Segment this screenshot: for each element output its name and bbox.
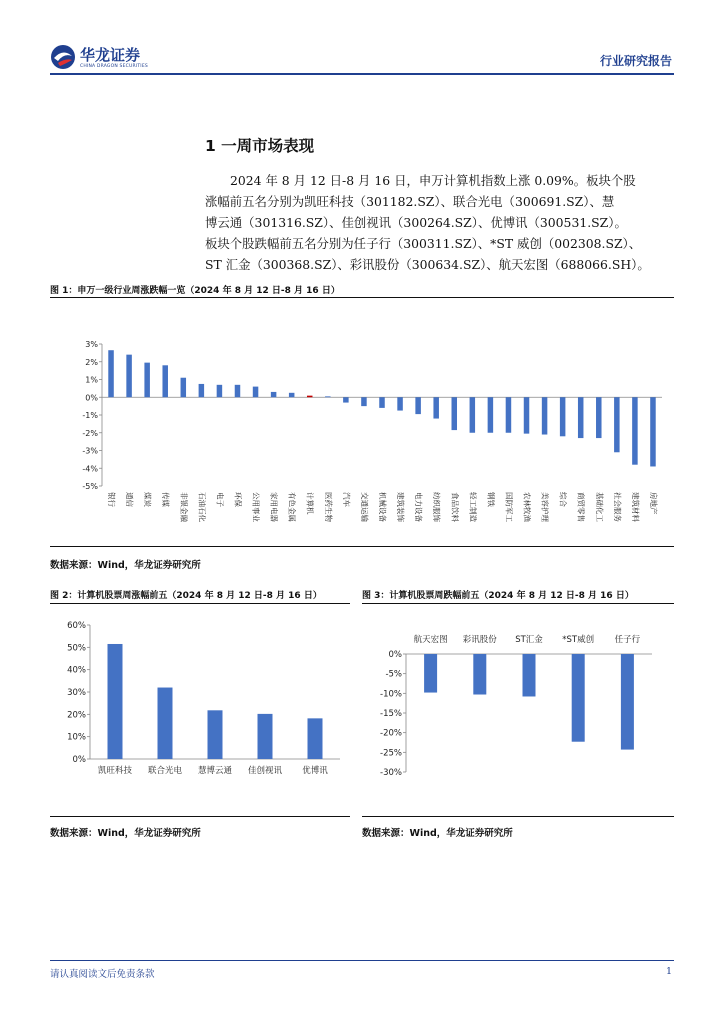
- x-tick-label: 慧博云通: [197, 766, 233, 776]
- page-number: 1: [665, 966, 672, 977]
- x-tick-label: 建筑装饰: [396, 492, 406, 522]
- y-tick-label: -5%: [82, 482, 98, 491]
- bar: [632, 397, 638, 464]
- figure2-source: 数据来源：Wind，华龙证券研究所: [50, 828, 201, 839]
- x-tick-label: 汽车: [341, 492, 351, 507]
- x-tick-label: 石油石化: [197, 492, 207, 522]
- paragraph-line: 博云通（301316.SZ）、佳创视讯（300264.SZ）、优博讯（300531.SZ）。: [205, 215, 627, 230]
- figure2-bottom-rule: [50, 816, 350, 817]
- x-tick-label: 机械设备: [378, 492, 387, 522]
- paragraph-line: 涨幅前五名分别为凯旺科技（301182.SZ）、联合光电（300691.SZ）、慧: [205, 194, 615, 209]
- figure3-chart: [362, 605, 674, 815]
- x-tick-label: 非银金融: [179, 492, 189, 522]
- x-tick-label: 基础化工: [594, 492, 604, 522]
- bar: [614, 397, 620, 452]
- bar: [397, 397, 403, 410]
- report-type: 行业研究报告: [599, 54, 672, 68]
- body-paragraph: [205, 170, 675, 275]
- x-tick-label: 电子: [215, 492, 225, 507]
- y-tick-label: -30%: [380, 768, 402, 778]
- x-tick-label: 任子行: [614, 635, 641, 645]
- y-tick-label: -2%: [82, 428, 98, 438]
- bar: [596, 397, 602, 438]
- figure1-top-rule: [50, 297, 674, 298]
- x-tick-label: 房地产: [648, 492, 658, 515]
- logo-emblem-icon: [50, 44, 76, 70]
- y-tick-label: 1%: [85, 375, 98, 385]
- x-tick-label: 食品饮料: [450, 492, 460, 522]
- x-tick-label: 农林牧渔: [522, 492, 532, 522]
- bar: [217, 385, 223, 397]
- y-tick-label: -3%: [82, 446, 98, 456]
- x-tick-label: 环保: [233, 492, 243, 507]
- bar: [473, 654, 486, 695]
- bar: [181, 378, 187, 398]
- x-tick-label: 彩讯股份: [462, 635, 497, 645]
- figure1-title: 图 1：申万一级行业周涨跌幅一览（2024 年 8 月 12 日-8 月 16 日）: [50, 286, 340, 296]
- x-tick-label: 交通运输: [359, 492, 369, 522]
- x-tick-label: 电力设备: [414, 492, 424, 522]
- x-tick-label: 佳创视讯: [247, 766, 283, 776]
- x-tick-label: 公用事业: [251, 492, 261, 522]
- y-tick-label: 2%: [85, 357, 98, 367]
- bar: [108, 644, 123, 759]
- y-tick-label: 20%: [67, 710, 86, 721]
- bar: [144, 363, 150, 398]
- paragraph-line: ST 汇金（300368.SZ）、彩讯股份（300634.SZ）、航天宏图（688066.SH）。: [205, 257, 650, 272]
- bar: [126, 355, 132, 398]
- bar: [308, 718, 323, 759]
- x-tick-label: 家用电器: [269, 492, 279, 522]
- y-tick-label: -4%: [82, 464, 98, 474]
- bar: [158, 688, 173, 759]
- bar: [650, 397, 656, 466]
- bar: [162, 365, 168, 397]
- x-tick-label: 国防军工: [504, 492, 514, 522]
- x-tick-label: 美容护理: [540, 492, 550, 522]
- logo-subtitle: CHINA DRAGON SECURITIES: [80, 64, 148, 69]
- y-tick-label: -20%: [380, 728, 402, 739]
- bar: [524, 397, 530, 433]
- bar: [560, 397, 566, 436]
- figure2-top-rule: [50, 603, 350, 604]
- x-tick-label: 传媒: [161, 492, 171, 507]
- y-tick-label: -10%: [380, 689, 402, 700]
- bar: [343, 397, 349, 402]
- bar: [470, 397, 476, 433]
- bar: [621, 654, 634, 750]
- figure1-bottom-rule: [50, 546, 674, 547]
- y-tick-label: -25%: [380, 748, 402, 759]
- x-tick-label: 通信: [125, 492, 135, 507]
- x-tick-label: 钢铁: [486, 492, 496, 507]
- x-tick-label: 航天宏图: [413, 635, 448, 645]
- x-tick-label: 社会服务: [612, 492, 622, 522]
- y-tick-label: 3%: [85, 340, 98, 349]
- bar: [253, 387, 259, 398]
- y-tick-label: 0%: [388, 650, 402, 660]
- y-tick-label: -1%: [82, 411, 98, 420]
- figure3-title: 图 3：计算机股票周跌幅前五（2024 年 8 月 12 日-8 月 16 日）: [362, 591, 634, 601]
- figure1-source: 数据来源：Wind，华龙证券研究所: [50, 560, 201, 571]
- x-tick-label: 煤炭: [143, 492, 153, 507]
- y-tick-label: -5%: [385, 669, 402, 680]
- bar: [361, 397, 367, 406]
- figure3-bottom-rule: [362, 816, 674, 817]
- bar: [433, 397, 439, 418]
- x-tick-label: 综合: [558, 492, 568, 507]
- bar: [578, 397, 584, 438]
- x-tick-label: *ST威创: [562, 635, 595, 645]
- x-tick-label: 建筑材料: [630, 492, 640, 522]
- x-tick-label: 计算机: [305, 492, 315, 515]
- bar: [208, 710, 223, 759]
- logo: [50, 44, 76, 70]
- x-tick-label: 轻工制造: [468, 492, 478, 522]
- x-tick-label: 银行: [107, 492, 117, 507]
- bar: [542, 397, 548, 434]
- bar: [452, 397, 458, 430]
- bar: [415, 397, 421, 414]
- x-tick-label: ST汇金: [515, 635, 543, 645]
- bar: [258, 714, 273, 759]
- header-rule: [50, 73, 674, 75]
- figure3-top-rule: [362, 603, 674, 604]
- bar: [379, 397, 385, 408]
- footer-disclaimer: 请认真阅读文后免责条款: [50, 969, 155, 980]
- y-tick-label: -15%: [380, 709, 402, 719]
- bar: [424, 654, 437, 693]
- figure2-title: 图 2：计算机股票周涨幅前五（2024 年 8 月 12 日-8 月 16 日）: [50, 591, 322, 601]
- x-tick-label: 纺织服饰: [432, 492, 442, 522]
- bar: [572, 654, 585, 742]
- y-tick-label: 30%: [67, 688, 86, 698]
- bar: [506, 397, 512, 433]
- y-tick-label: 10%: [67, 732, 86, 743]
- x-tick-label: 优博讯: [302, 766, 328, 776]
- bar: [108, 350, 114, 397]
- bar: [271, 392, 277, 397]
- paragraph-line: 板块个股跌幅前五名分别为任子行（300311.SZ）、*ST 威创（002308.SZ）、: [205, 236, 642, 251]
- logo-name: 华龙证券: [80, 46, 141, 64]
- bar: [235, 385, 241, 397]
- paragraph-line: 2024 年 8 月 12 日-8 月 16 日，申万计算机指数上涨 0.09%。板块个股: [230, 173, 636, 188]
- x-tick-label: 有色金属: [287, 492, 297, 522]
- bar: [289, 393, 295, 397]
- figure2-chart: [50, 605, 350, 815]
- x-tick-label: 商贸零售: [576, 492, 586, 522]
- bar: [325, 396, 331, 397]
- bar: [523, 654, 536, 696]
- x-tick-label: 联合光电: [147, 766, 183, 776]
- y-tick-label: 50%: [67, 643, 86, 654]
- y-tick-label: 0%: [85, 393, 98, 403]
- figure1-chart: [50, 300, 674, 546]
- footer-rule: [50, 960, 674, 961]
- bar: [199, 384, 205, 397]
- section-title: 1 一周市场表现: [205, 137, 315, 155]
- x-tick-label: 医药生物: [323, 492, 333, 522]
- y-tick-label: 60%: [67, 621, 86, 631]
- bar: [488, 397, 494, 433]
- figure3-source: 数据来源：Wind，华龙证券研究所: [362, 828, 513, 839]
- bar: [307, 396, 313, 398]
- y-tick-label: 40%: [67, 665, 86, 676]
- y-tick-label: 0%: [72, 755, 86, 765]
- x-tick-label: 凯旺科技: [97, 766, 133, 776]
